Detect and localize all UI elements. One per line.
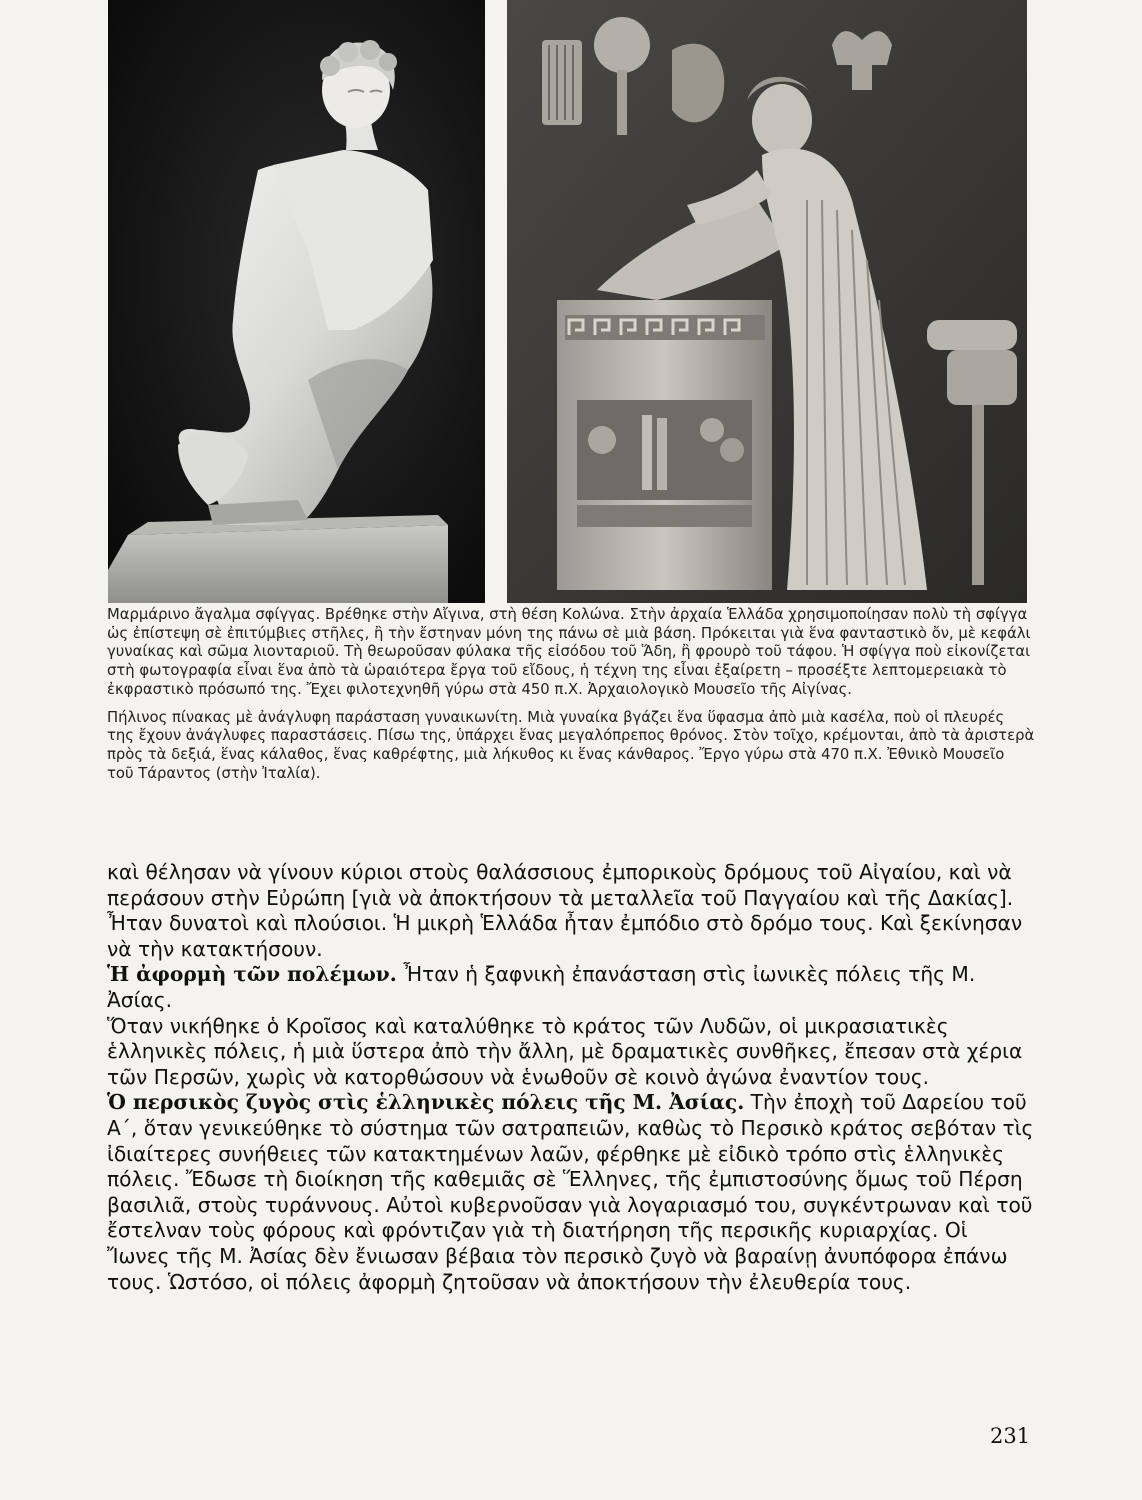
paragraph-3-text: Ἦταν ἡ ξαφνικὴ ἐπανάσταση στὶς ἰωνικὲς πόλεις τῆς Μ. Ἀσίας.: [107, 962, 976, 1012]
caption-relief: Πήλινος πίνακας μὲ ἀνάγλυφη παράσταση γυναικωνίτη. Μιὰ γυναίκα βγάζει ἕνα ὕφασμα ἀπὸ μιὰ κασέλα, ποὺ οἱ πλευρές της ἔχουν ἀνάγλυφες παραστάσεις. Πίσω της, ὑπάρχει ἕνας μεγαλόπρεπος θρόνος. Στὸν τοῖχο, κρέμονται, ἀπὸ τὰ ἀριστερὰ πρὸς τὰ δεξιά, ἕνας κάλαθος, ἕνας καθρέφτης, μιὰ λήκυθος κι ἕνας κάνθαρος. Ἔργο γύρω στὰ 470 π.Χ. Ἐθνικὸ Μουσεῖο τοῦ Τάραντος (στὴν Ἰταλία).: [107, 708, 1035, 782]
figure-captions: [107, 606, 1035, 783]
heading-cause-of-wars: Ἡ ἀφορμὴ τῶν πολέμων.: [107, 962, 397, 987]
paragraph-2: Ἦταν δυνατοὶ καὶ πλούσιοι. Ἡ μικρὴ Ἑλλάδα ἦταν ἐμπόδιο στὸ δρόμο τους. Καὶ ξεκίνησαν νὰ τὴν κατακτήσουν.: [107, 911, 1023, 961]
relief-photo: [507, 0, 1027, 603]
caption-sphinx: Μαρμάρινο ἄγαλμα σφίγγας. Βρέθηκε στὴν Αἴγινα, στὴ θέση Κολώνα. Στὴν ἀρχαία Ἑλλάδα χρησιμοποίησαν πολὺ τὴ σφίγγα ὡς ἐπίστεψη σὲ ἐπιτύμβιες στῆλες, ἢ τὴν ἔστηναν μόνη της πάνω σὲ μιὰ βάση. Πρόκειται γιὰ ἕνα φανταστικὸ ὄν, μὲ κεφάλι γυναίκας καὶ σῶμα λιονταριοῦ. Τὴ θεωροῦσαν φύλακα τῆς εἰσόδου τοῦ Ἅδη, ἢ φρουρὸ τοῦ τάφου. Ἡ σφίγγα ποὺ εἰκονίζεται στὴ φωτογραφία εἶναι ἕνα ἀπὸ τὰ ὡραιότερα ἔργα τοῦ εἴδους, ἡ τέχνη της εἶναι ἐξαίρετη – προσέξτε λεπτομερειακὰ τὸ ἐκφραστικὸ πρόσωπό της. Ἔχει φιλοτεχνηθῆ γύρω στὰ 450 π.Χ. Ἀρχαιολογικὸ Μουσεῖο τῆς Αἰγίνας.: [107, 606, 1031, 698]
main-text: [107, 860, 1035, 1295]
paragraph-5: [107, 1090, 1035, 1295]
page-number: 231: [990, 1424, 1031, 1448]
paragraph-5-text: Τὴν ἐποχὴ τοῦ Δαρείου τοῦ Α΄, ὅταν γενικεύθηκε τὸ σύστημα τῶν σατραπειῶν, καθὼς τὸ Περσικὸ κράτος σεβόταν τὶς ἰδιαίτερες συνήθειες τῶν κατακτημένων λαῶν, φέρθηκε μὲ εἰδικὸ τρόπο στὶς ἑλληνικὲς πόλεις. Ἔδωσε τὴ διοίκηση τῆς καθεμιᾶς σὲ Ἕλληνες, τῆς ἐμπιστοσύνης ὅμως τοῦ Πέρση βασιλιᾶ, στοὺς τυράννους. Αὐτοὶ κυβερνοῦσαν γιὰ λογαριασμό του, συγκέντρωναν καὶ τοῦ ἔστελναν τοὺς φόρους καὶ φρόντιζαν γιὰ τὴ διατήρηση τῆς περσικῆς κυριαρχίας. Οἱ Ἴωνες τῆς Μ. Ἀσίας δὲν ἔνιωσαν βέβαια τὸν περσικὸ ζυγὸ νὰ βαραίνῃ ἀνυπόφορα ἐπάνω τους. Ὡστόσο, οἱ πόλεις ἀφορμὴ ζητοῦσαν νὰ ἀποκτήσουν τὴν ἐλευθερία τους.: [107, 1090, 1034, 1294]
paragraph-1: καὶ θέλησαν νὰ γίνουν κύριοι στοὺς θαλάσσιους ἐμπορικοὺς δρόμους τοῦ Αἰγαίου, καὶ νὰ περάσουν στὴν Εὐρώπη [γιὰ νὰ ἀποκτήσουν τὰ μεταλλεῖα τοῦ Παγγαίου καὶ τῆς Δακίας].: [107, 860, 1014, 910]
sphinx-illustration: [108, 0, 485, 603]
sphinx-photo: [108, 0, 485, 603]
relief-illustration: [507, 0, 1027, 603]
heading-persian-yoke: Ὁ περσικὸς ζυγὸς στὶς ἑλληνικὲς πόλεις τῆς Μ. Ἀσίας.: [107, 1090, 745, 1115]
paragraph-3: [107, 962, 1035, 1013]
paragraph-4: Ὅταν νικήθηκε ὁ Κροῖσος καὶ καταλύθηκε τὸ κράτος τῶν Λυδῶν, οἱ μικρασιατικὲς ἑλληνικὲς πόλεις, ἡ μιὰ ὕστερα ἀπὸ τὴν ἄλλη, μὲ δραματικὲς συνθῆκες, ἔπεσαν στὰ χέρια τῶν Περσῶν, χωρὶς νὰ κατορθώσουν νὰ ἑνωθοῦν σὲ κοινὸ ἀγώνα ἐναντίον τους.: [107, 1013, 1023, 1089]
